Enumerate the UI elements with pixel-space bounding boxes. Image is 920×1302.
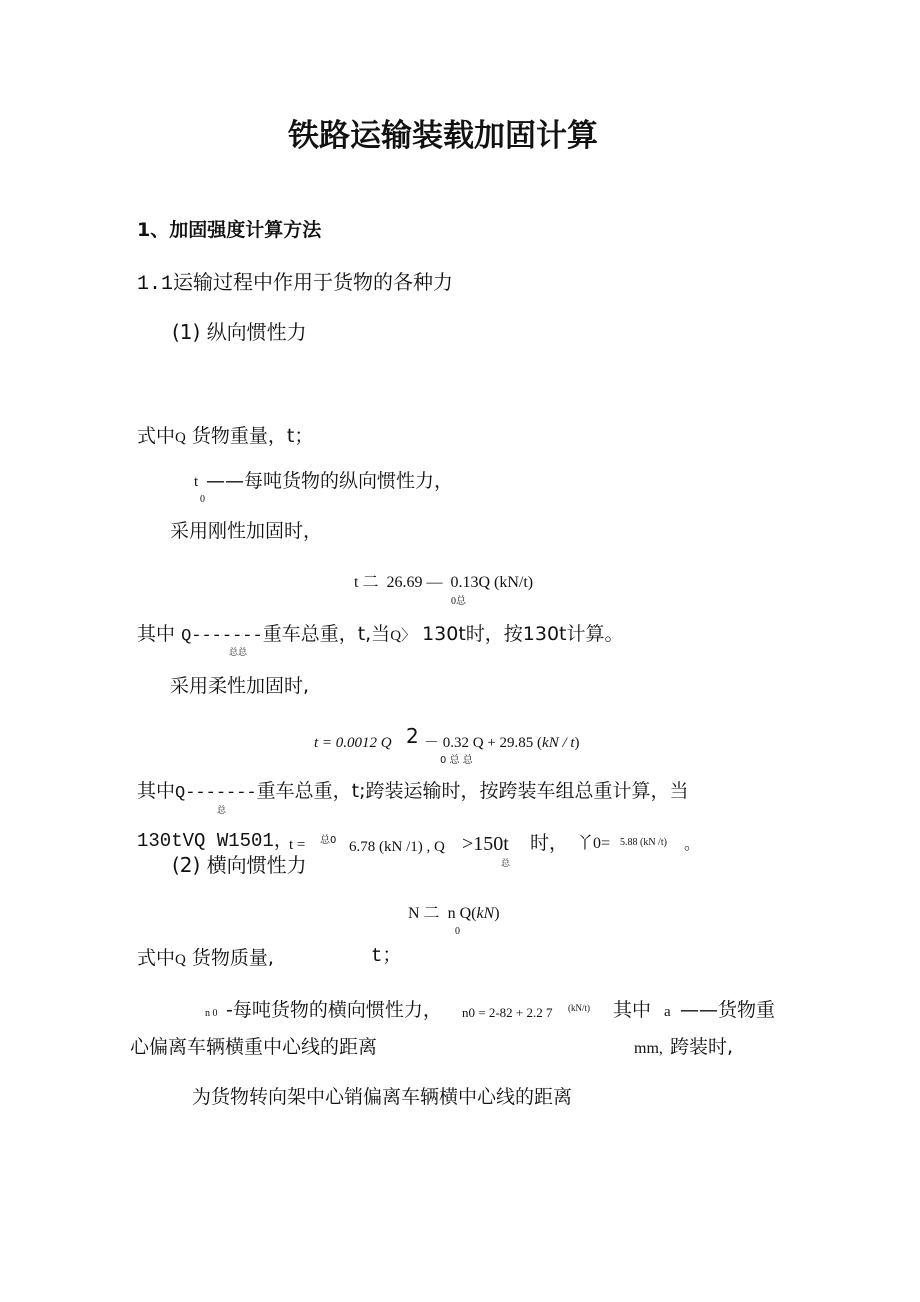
formula-term-b: 0.13Q	[450, 574, 491, 591]
definition-text: 货物质量,	[191, 947, 274, 969]
definition-text-2: 130t时，按130t计算。	[422, 623, 624, 645]
formula-exponent: 2	[406, 724, 419, 748]
definition-text: 货物重量，t；	[191, 425, 314, 447]
formula-transverse	[408, 906, 500, 922]
formula-rest	[424, 736, 580, 751]
formula-unit: kN / t	[542, 735, 575, 751]
symbol-q-subscript: 总总	[229, 648, 248, 658]
formula-lhs: t = 0.0012 Q	[314, 735, 392, 751]
section-heading: 1、加固强度计算方法	[137, 219, 322, 241]
formula-term-a: 26.69 —	[386, 574, 443, 591]
formula-subscript: 0总	[451, 596, 466, 607]
formula-lhs: t 二	[354, 574, 379, 591]
definition-unit: t；	[371, 945, 402, 967]
definition-n0-text: -每吨货物的横向惯性力，	[226, 999, 442, 1021]
flex-label: 采用柔性加固时,	[170, 675, 310, 697]
range-y: 丫0=	[577, 835, 611, 852]
unit-mm: mm,	[634, 1040, 663, 1057]
formula-n: n	[447, 905, 456, 922]
definition-prefix: 式中	[137, 947, 176, 969]
formula-unit: (kN/t)	[494, 574, 534, 591]
definition-prefix-2: 其中	[613, 999, 652, 1021]
formula-close: )	[494, 905, 500, 922]
definition-text: 重车总重，t,当	[262, 623, 391, 645]
formula-mid: － 0.32 Q + 29.85 (	[424, 735, 543, 751]
symbol-q: Q	[175, 952, 186, 968]
page-title: 铁路运输装载加固计算	[288, 118, 598, 154]
span-label: 跨装时,	[670, 1036, 734, 1058]
item-longitudinal-label: (1) 纵向惯性力	[172, 320, 307, 344]
symbol-q-total: Q-------	[175, 784, 257, 803]
formula-unit: kN	[476, 905, 495, 922]
range-shi: 时，	[530, 832, 569, 854]
formula-subscript: 0 总 总	[440, 755, 473, 766]
rigid-label: 采用刚性加固时，	[170, 520, 323, 542]
definition-qz-rigid	[137, 625, 624, 645]
range-gt-subscript: 总	[501, 859, 511, 869]
definition-t0-text: ——每吨货物的纵向惯性力，	[206, 470, 454, 492]
symbol-q-gt: Q〉	[390, 628, 417, 644]
definition-qz-flex	[137, 782, 689, 802]
subsection-text: 运输过程中作用于货物的各种力	[173, 270, 454, 294]
formula-close: )	[574, 735, 580, 751]
range-gt: >150t	[462, 833, 509, 855]
range-t-subscript: 总0	[320, 835, 337, 846]
range-t: t =	[289, 837, 306, 853]
definition-bogie: 为货物转向架中心销偏离车辆横中心线的距离	[192, 1086, 573, 1108]
definition-prefix: 其中	[137, 623, 176, 645]
range-end: 。	[684, 834, 701, 853]
definition-text: 重车总重，t;跨装运输时，按跨装车组总重计算，当	[256, 780, 689, 802]
symbol-t-subscript: 0	[200, 494, 205, 505]
definition-continued: 心偏离车辆横重中心线的距离	[130, 1036, 378, 1058]
definition-q	[137, 427, 313, 446]
definition-mass	[137, 949, 274, 968]
formula-flex	[314, 736, 392, 751]
symbol-q-total: Q-------	[181, 627, 263, 646]
symbol-a: a	[664, 1004, 671, 1020]
definition-prefix: 其中	[137, 780, 176, 802]
formula-subscript: 0	[455, 926, 460, 937]
symbol-n0: n 0	[205, 1008, 218, 1019]
formula-lhs: N 二	[408, 905, 440, 922]
range-y-value: 5.88 (kN /t)	[620, 837, 667, 848]
symbol-q: Q	[175, 430, 186, 446]
formula-rigid	[354, 575, 533, 591]
symbol-q-subscript: 总	[217, 806, 227, 816]
range-text: 130tVQ W1501，	[137, 830, 293, 852]
definition-a-text: ——货物重	[680, 999, 776, 1021]
subsection-heading	[137, 272, 453, 295]
range-value: 6.78 (kN /1) , Q	[349, 839, 445, 855]
item-transverse-label: (2) 横向惯性力	[172, 853, 307, 877]
formula-n0-unit: (kN/t)	[568, 1003, 590, 1013]
symbol-t: t	[194, 474, 199, 490]
formula-q: Q(	[459, 905, 477, 922]
definition-prefix: 式中	[137, 425, 176, 447]
subsection-number: 1.1	[137, 273, 174, 296]
formula-n0: n0 = 2-82 + 2.2 7	[462, 1005, 553, 1020]
